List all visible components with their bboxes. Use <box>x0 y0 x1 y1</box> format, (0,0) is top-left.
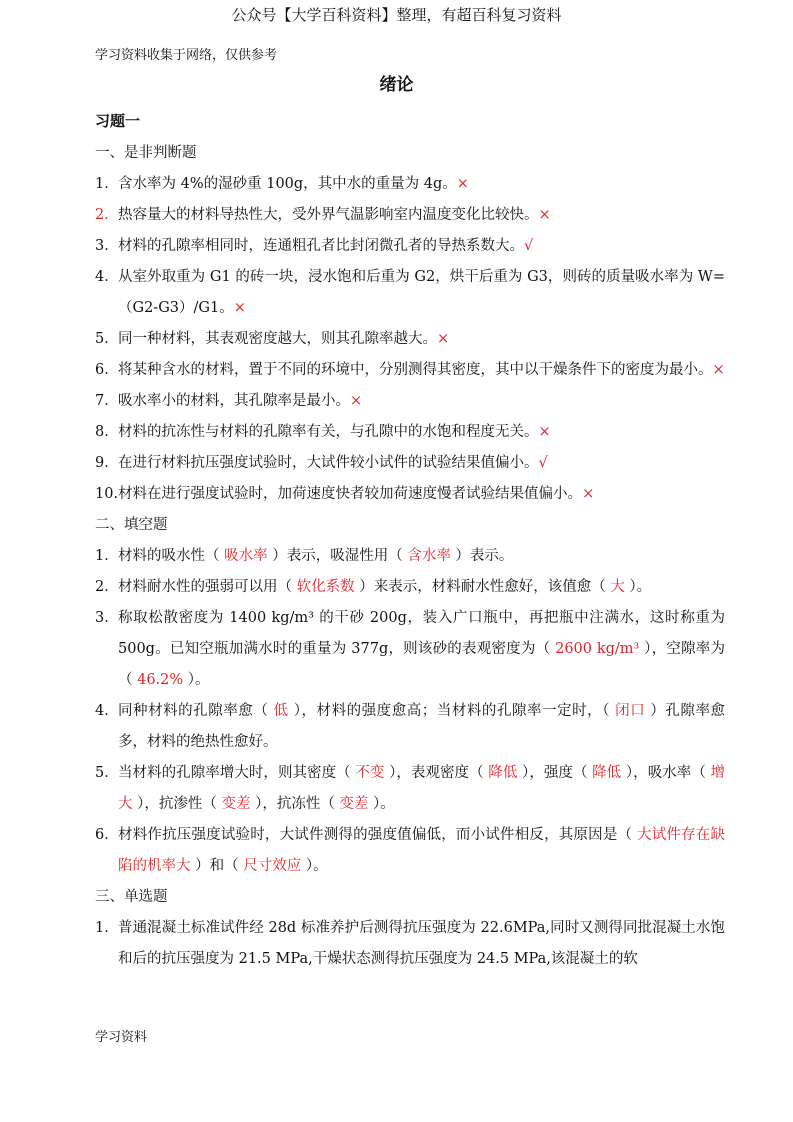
list-item <box>95 417 725 448</box>
list-item <box>95 758 725 820</box>
answer-text: 46.2% <box>137 672 184 688</box>
list-item <box>95 324 725 355</box>
question-text: ）。 <box>301 858 328 874</box>
question-text: 称取松散密度为 1400 kg/m³ 的干砂 200g，装入广口瓶中，再把瓶中注满水，这时称重为 500g。已知空瓶加满水时的重量为 377g，则该砂的表观密度为（ <box>118 610 725 657</box>
answer-mark: × <box>538 207 551 223</box>
answer-text: 大 <box>610 579 625 595</box>
footer-text: 学习资料 <box>95 1030 148 1045</box>
question-text: 当材料的孔隙率增大时，则其密度（ <box>118 765 356 781</box>
list-item <box>95 479 725 510</box>
item-number: 5． <box>95 331 119 347</box>
item-text: 从室外取重为 G1 的砖一块，浸水饱和后重为 G2，烘干后重为 G3，则砖的质量吸水率为 W=（G2-G3）/G1。 <box>118 269 725 316</box>
section-single-choice-label: 三、单选题 <box>95 889 168 905</box>
page-title: 绪论 <box>379 75 414 95</box>
question-text: ），表观密度（ <box>384 765 489 781</box>
list-item <box>95 572 725 603</box>
item-number: 2． <box>95 579 119 595</box>
item-text: 材料在进行强度试验时，加荷速度快者较加荷速度慢者试验结果值偏小。 <box>118 486 583 502</box>
answer-mark: × <box>582 486 595 502</box>
item-number: 6． <box>95 362 119 378</box>
item-number: 3． <box>95 610 119 626</box>
answer-text: 降低 <box>592 765 622 781</box>
list-item <box>95 262 725 324</box>
question-text: ），抗冻性（ <box>250 796 340 812</box>
item-text: 材料的孔隙率相同时，连通粗孔者比封闭微孔者的导热系数大。 <box>118 238 524 254</box>
question-text: ），空隙率为（ <box>118 641 725 688</box>
sub-header: 学习资料收集于网络，仅供参考 <box>95 48 278 63</box>
list-item <box>95 169 725 200</box>
answer-mark: × <box>350 393 363 409</box>
list-item <box>95 820 725 882</box>
answer-mark: √ <box>538 455 548 471</box>
item-number: 1． <box>95 920 119 936</box>
list-item <box>95 448 725 479</box>
answer-text: 变差 <box>221 796 251 812</box>
list-item <box>95 386 725 417</box>
answer-text: 不变 <box>355 765 385 781</box>
answer-text: 软化系数 <box>296 579 355 595</box>
answer-text: 低 <box>273 703 289 719</box>
item-text: 在进行材料抗压强度试验时，大试件较小试件的试验结果值偏小。 <box>118 455 539 471</box>
answer-text: 变差 <box>339 796 369 812</box>
question-text: ）来表示，材料耐水性愈好，该值愈（ <box>354 579 611 595</box>
item-text: 热容量大的材料导热性大，受外界气温影响室内温度变化比较快。 <box>118 207 539 223</box>
answer-mark: × <box>456 176 469 192</box>
list-item <box>95 541 725 572</box>
question-text: ），吸水率（ <box>621 765 711 781</box>
question-text: 同种材料的孔隙率愈（ <box>118 703 274 719</box>
section-true-false-label: 一、是非判断题 <box>95 145 197 161</box>
question-text: ）孔隙率愈多，材料的绝热性愈好。 <box>118 703 726 750</box>
exercise-title: 习题一 <box>95 112 141 130</box>
answer-text: 吸水率 <box>224 548 268 564</box>
list-item <box>95 355 725 386</box>
question-text: ）。 <box>624 579 652 595</box>
answer-text: 尺寸效应 <box>243 858 302 874</box>
list-item <box>95 200 725 231</box>
question-text: ），材料的强度愈高；当材料的孔隙率一定时，（ <box>288 703 616 719</box>
item-text: 材料的抗冻性与材料的孔隙率有关，与孔隙中的水饱和程度无关。 <box>118 424 539 440</box>
question-text: 材料作抗压强度试验时，大试件测得的强度值偏低，而小试件相反，其原因是（ <box>118 827 638 843</box>
answer-text: 降低 <box>488 765 518 781</box>
item-number: 10. <box>95 486 119 502</box>
document-body <box>95 138 725 975</box>
question-text: 材料的吸水性（ <box>118 548 225 564</box>
item-number: 3． <box>95 238 119 254</box>
item-number: 6． <box>95 827 119 843</box>
answer-mark: × <box>437 331 450 347</box>
item-text: 将某种含水的材料，置于不同的环境中，分别测得其密度，其中以干燥条件下的密度为最小。 <box>118 362 713 378</box>
item-text: 吸水率小的材料，其孔隙率是最小。 <box>118 393 350 409</box>
item-number: 1． <box>95 548 119 564</box>
item-number: 1． <box>95 176 119 192</box>
item-number: 5． <box>95 765 119 781</box>
item-number: 2． <box>95 207 119 223</box>
answer-mark: × <box>538 424 551 440</box>
item-text: 含水率为 4%的湿砂重 100g，其中水的重量为 4g。 <box>118 176 457 192</box>
question-text: ）。 <box>183 672 210 688</box>
question-text: ）表示，吸湿性用（ <box>267 548 408 564</box>
question-text: 普通混凝土标准试件经 28d 标准养护后测得抗压强度为 22.6MPa,同时又测得同批混凝土水饱和后的抗压强度为 21.5 MPa,干燥状态测得抗压强度为 24.5 MPa,该混凝土的软 <box>118 920 725 967</box>
answer-mark: × <box>233 300 246 316</box>
question-text: ）表示。 <box>450 548 514 564</box>
list-item <box>95 913 725 975</box>
answer-text: 大试件存在缺陷的机率大 <box>118 827 726 874</box>
list-item <box>95 603 725 696</box>
item-number: 8． <box>95 424 119 440</box>
list-item <box>95 696 725 758</box>
section-fill-blank-label: 二、填空题 <box>95 517 168 533</box>
question-text: ），抗渗性（ <box>132 796 222 812</box>
answer-mark: √ <box>524 238 534 254</box>
answer-text: 增大 <box>118 765 726 812</box>
answer-text: 含水率 <box>407 548 451 564</box>
answer-mark: × <box>712 362 725 378</box>
list-item <box>95 231 725 262</box>
question-text: ）和（ <box>190 858 244 874</box>
question-text: ），强度（ <box>517 765 593 781</box>
item-number: 7． <box>95 393 119 409</box>
answer-text: 2600 kg/m³ <box>555 641 640 657</box>
item-number: 4． <box>95 703 119 719</box>
answer-text: 闭口 <box>615 703 646 719</box>
item-number: 9． <box>95 455 119 471</box>
question-text: ）。 <box>368 796 395 812</box>
top-header: 公众号【大学百科资料】整理，有超百科复习资料 <box>231 6 562 24</box>
item-number: 4． <box>95 269 119 285</box>
item-text: 同一种材料，其表观密度越大，则其孔隙率越大。 <box>118 331 437 347</box>
question-text: 材料耐水性的强弱可以用（ <box>118 579 297 595</box>
